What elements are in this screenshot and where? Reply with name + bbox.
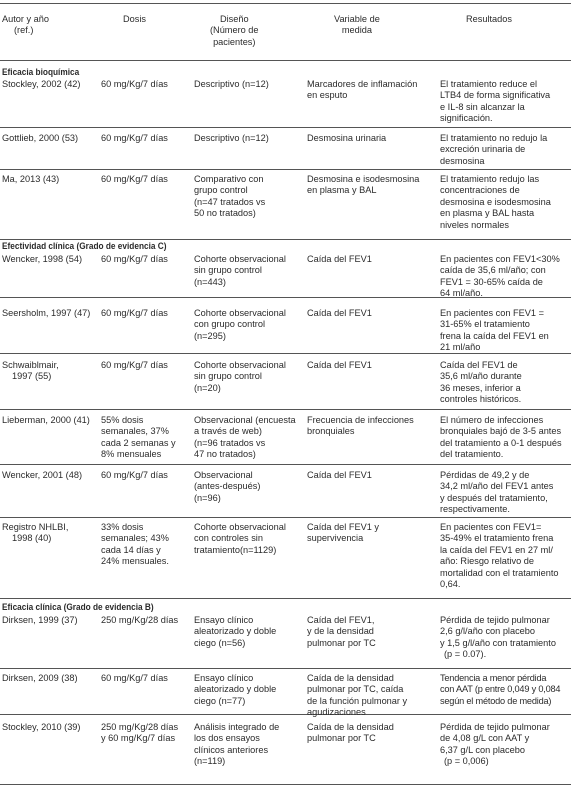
cell-results: El tratamiento no redujo la excreción urinaria de desmosina xyxy=(440,133,548,166)
cell-design: Observacional (antes-después) (n=96) xyxy=(194,470,261,503)
cell-dose: 60 mg/Kg/7 días xyxy=(101,308,168,318)
cell-variable: Caída del FEV1 xyxy=(307,308,372,318)
cell-dose: 55% dosis semanales, 37% cada 2 semanas y 8% mensuales xyxy=(101,415,176,460)
cell-results: El tratamiento reduce el LTB4 de forma significativa e IL-8 sin alcanzar la significación. xyxy=(440,79,551,124)
cell-variable: Caída del FEV1 xyxy=(307,470,372,480)
cell-design: Ensayo clínico aleatorizado y doble ciego (n=56) xyxy=(194,615,277,648)
cell-author: Seersholm, 1997 (47) xyxy=(2,308,91,318)
cell-dose: 250 mg/Kg/28 días xyxy=(101,615,179,625)
cell-author: Wencker, 1998 (54) xyxy=(2,254,83,264)
cell-dose: 33% dosis semanales; 43% cada 14 días y 24% mensuales. xyxy=(101,522,169,567)
cell-results: Pérdidas de 49,2 y de 34,2 ml/año del FEV1 antes y después del tratamiento, respectivamente. xyxy=(440,470,554,515)
header-dose: Dosis xyxy=(123,14,146,24)
cell-variable: Caída del FEV1 xyxy=(307,254,372,264)
cell-design: Observacional (encuesta a través de web) (n=96 tratados vs 47 no tratados) xyxy=(194,415,296,460)
cell-variable: Marcadores de inflamación en esputo xyxy=(307,79,418,101)
cell-design: Descriptivo (n=12) xyxy=(194,79,269,89)
cell-dose: 250 mg/Kg/28 días y 60 mg/Kg/7 días xyxy=(101,722,179,744)
cell-author: Dirksen, 2009 (38) xyxy=(2,673,78,683)
cell-results: En pacientes con FEV1 = 31-65% el tratamiento frena la caída del FEV1 en 21 ml/año xyxy=(440,308,549,353)
cell-results: En pacientes con FEV1<30% caída de 35,6 ml/año; con FEV1 = 30-65% caída de 64 ml/año. xyxy=(440,254,560,299)
row-divider xyxy=(0,714,571,715)
row-divider xyxy=(0,668,571,669)
cell-design: Descriptivo (n=12) xyxy=(194,133,269,143)
cell-dose: 60 mg/Kg/7 días xyxy=(101,673,168,683)
row-divider xyxy=(0,239,571,240)
section-heading: Efectividad clínica (Grado de evidencia C) xyxy=(2,241,167,251)
row-divider xyxy=(0,517,571,518)
header-author: Autor y año (ref.) xyxy=(2,14,49,36)
cell-results: Pérdida de tejido pulmonar 2,6 g/l/año con placebo y 1,5 g/l/año con tratamiento (p = 0.07). xyxy=(440,615,556,660)
cell-dose: 60 mg/Kg/7 días xyxy=(101,470,168,480)
cell-dose: 60 mg/Kg/7 días xyxy=(101,360,168,370)
cell-results: En pacientes con FEV1= 35-49% el tratamiento frena la caída del FEV1 en 27 ml/ año: Riesgo relativo de mortalidad con el tratamiento 0,64. xyxy=(440,522,559,590)
cell-dose: 60 mg/Kg/7 días xyxy=(101,79,168,89)
header-variable: Variable de medida xyxy=(334,14,380,36)
cell-author: Schwaiblmair, 1997 (55) xyxy=(2,360,59,382)
cell-author: Stockley, 2010 (39) xyxy=(2,722,81,732)
header-results: Resultados xyxy=(466,14,512,24)
row-divider xyxy=(0,169,571,170)
section-heading: Eficacia bioquímica xyxy=(2,67,80,77)
cell-author: Lieberman, 2000 (41) xyxy=(2,415,90,425)
row-divider xyxy=(0,464,571,465)
cell-results: Tendencia a menor pérdida con AAT (p entre 0,049 y 0,084 según el método de medida) xyxy=(440,673,561,706)
row-divider xyxy=(0,127,571,128)
cell-dose: 60 mg/Kg/7 días xyxy=(101,254,168,264)
cell-variable: Frecuencia de infecciones bronquiales xyxy=(307,415,414,437)
cell-dose: 60 mg/Kg/7 días xyxy=(101,174,168,184)
cell-author: Dirksen, 1999 (37) xyxy=(2,615,78,625)
cell-variable: Caída del FEV1, y de la densidad pulmonar por TC xyxy=(307,615,376,648)
cell-author: Stockley, 2002 (42) xyxy=(2,79,81,89)
cell-variable: Caída de la densidad pulmonar por TC xyxy=(307,722,394,744)
cell-design: Cohorte observacional con grupo control (n=295) xyxy=(194,308,286,341)
table-top-rule xyxy=(0,3,571,4)
row-divider xyxy=(0,598,571,599)
cell-author: Wencker, 2001 (48) xyxy=(2,470,83,480)
cell-variable: Caída de la densidad pulmonar por TC, caída de la función pulmonar y agudizaciones xyxy=(307,673,408,718)
cell-design: Ensayo clínico aleatorizado y doble ciego (n=77) xyxy=(194,673,277,706)
cell-author: Ma, 2013 (43) xyxy=(2,174,60,184)
table-bottom-rule xyxy=(0,784,571,785)
cell-variable: Caída del FEV1 xyxy=(307,360,372,370)
cell-variable: Desmosina e isodesmosina en plasma y BAL xyxy=(307,174,420,196)
section-heading: Eficacia clínica (Grado de evidencia B) xyxy=(2,602,154,612)
cell-variable: Caída del FEV1 y supervivencia xyxy=(307,522,380,544)
cell-results: Caída del FEV1 de 35,6 ml/año durante 36 meses, inferior a controles históricos. xyxy=(440,360,522,405)
cell-results: Pérdida de tejido pulmonar de 4,08 g/L con AAT y 6,37 g/L con placebo (p = 0,006) xyxy=(440,722,550,767)
cell-author: Registro NHLBI, 1998 (40) xyxy=(2,522,69,544)
cell-results: El tratamiento redujo las concentraciones de desmosina e isodesmosina en plasma y BAL hasta niveles normales xyxy=(440,174,551,230)
cell-design: Cohorte observacional con controles sin tratamiento(n=1129) xyxy=(194,522,286,555)
cell-author: Gottlieb, 2000 (53) xyxy=(2,133,79,143)
row-divider xyxy=(0,409,571,410)
cell-dose: 60 mg/Kg/7 días xyxy=(101,133,168,143)
cell-design: Análisis integrado de los dos ensayos clínicos anteriores (n=119) xyxy=(194,722,280,767)
header-design: Diseño (Número de pacientes) xyxy=(210,14,259,47)
cell-design: Comparativo con grupo control (n=47 tratados vs 50 no tratados) xyxy=(194,174,266,219)
header-bottom-rule xyxy=(0,60,571,61)
cell-variable: Desmosina urinaria xyxy=(307,133,387,143)
cell-design: Cohorte observacional sin grupo control (n=20) xyxy=(194,360,286,393)
cell-results: El número de infecciones bronquiales bajó de 3-5 antes del tratamiento a 0-1 después del tratamiento. xyxy=(440,415,562,460)
cell-design: Cohorte observacional sin grupo control (n=443) xyxy=(194,254,286,287)
